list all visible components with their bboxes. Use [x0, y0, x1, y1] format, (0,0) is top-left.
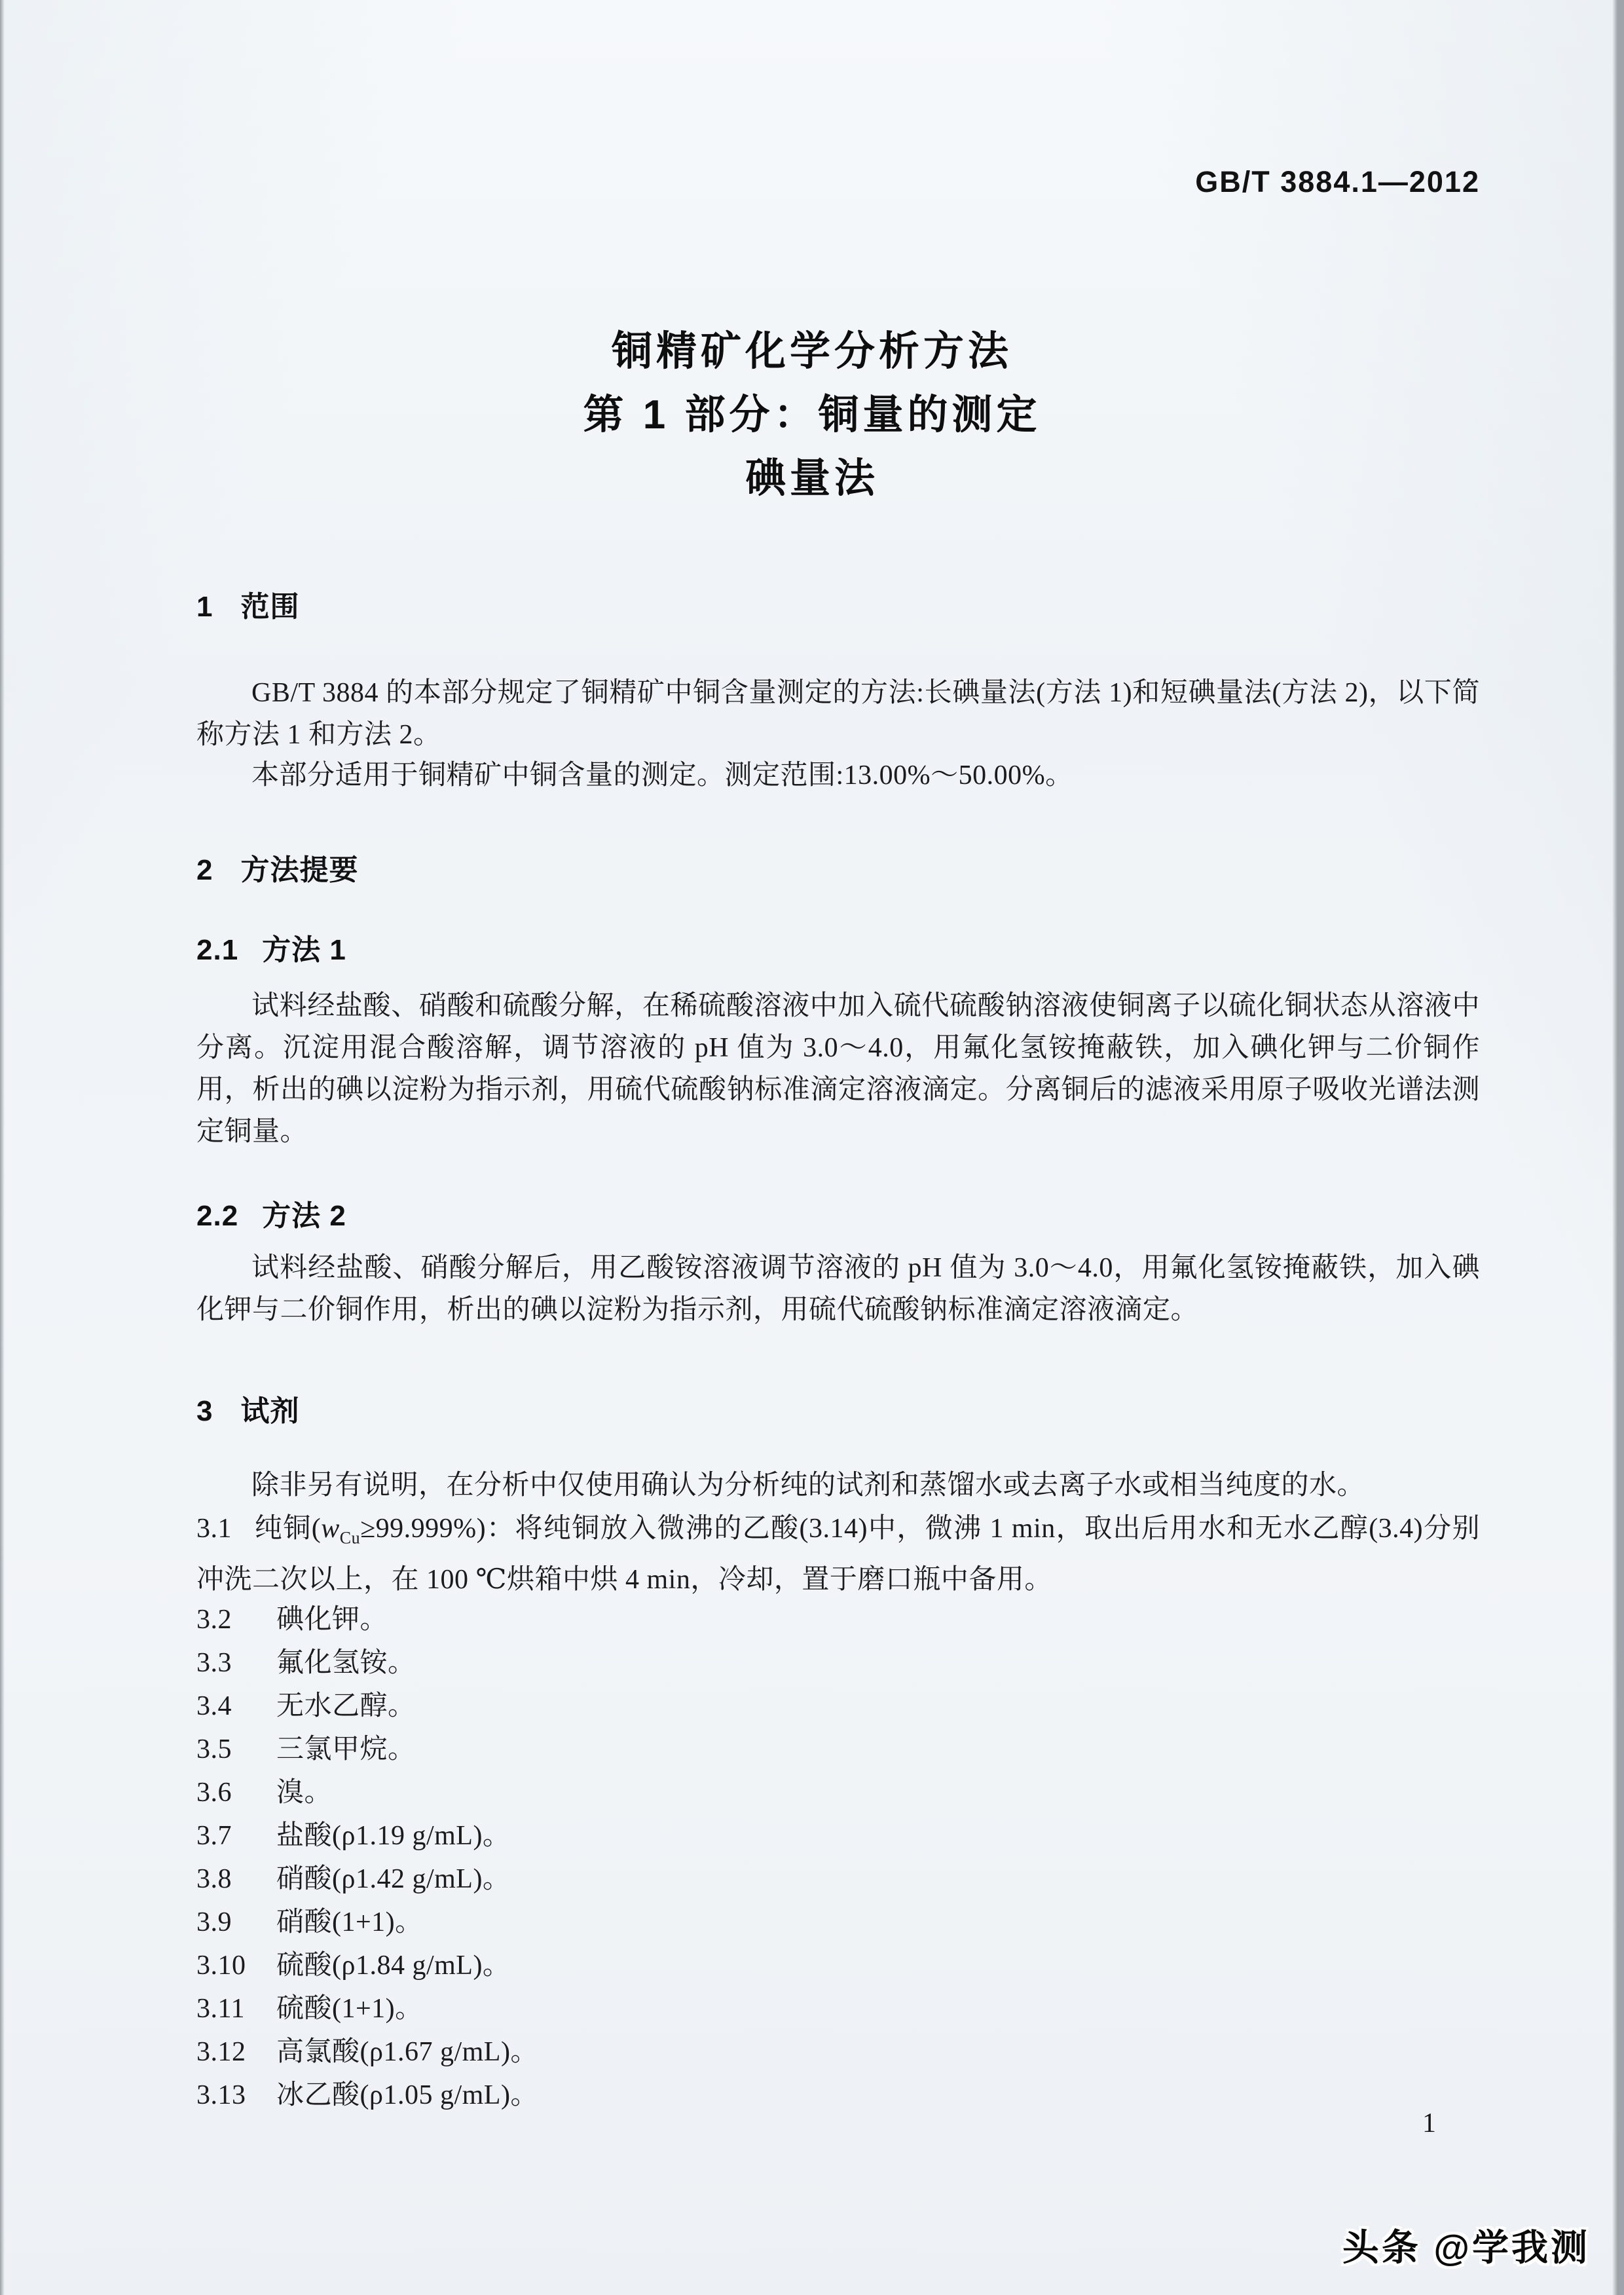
reagent-item-3-4 — [196, 1685, 1480, 1728]
scope-paragraph-1: GB/T 3884 的本部分规定了铜精矿中铜含量测定的方法:长碘量法(方法 1)和短碘量法(方法 2)，以下简称方法 1 和方法 2。 — [196, 678, 1480, 750]
reagent-number: 3.11 — [196, 1994, 245, 2024]
section-3-number: 3 — [196, 1395, 213, 1427]
reagent-item-3-11 — [196, 1987, 1480, 2030]
reagent-text: 盐酸(ρ1.19 g/mL)。 — [276, 1821, 511, 1851]
reagent-number: 3.7 — [196, 1821, 232, 1851]
reagent-number: 3.10 — [196, 1950, 246, 1981]
section-2-heading — [196, 846, 1480, 888]
section-2-number: 2 — [196, 854, 213, 886]
section-1-number: 1 — [196, 591, 213, 623]
reagent-number: 3.2 — [196, 1605, 232, 1635]
section-3-title: 试剂 — [240, 1395, 300, 1427]
reagent-item-3-13 — [196, 2074, 1480, 2117]
reagent-number: 3.5 — [196, 1734, 232, 1764]
title-line-3: 碘量法 — [745, 456, 879, 501]
reagent-text: 三氯甲烷。 — [276, 1734, 416, 1764]
reagent-number: 3.13 — [196, 2080, 246, 2110]
reagent-text: 高氯酸(ρ1.67 g/mL)。 — [276, 2037, 538, 2067]
method-1-paragraph: 试料经盐酸、硝酸和硫酸分解，在稀硫酸溶液中加入硫代硫酸钠溶液使铜离子以硫化铜状态从溶液中分离。沉淀用混合酸溶解，调节溶液的 pH 值为 3.0～4.0，用氟化氢铵掩蔽铁，加入碘化钾与二价铜作用，析出的碘以淀粉为指示剂，用硫代硫酸钠标准滴定溶液滴定。分离铜后的滤液采用原子吸收光谱法测定铜量。 — [196, 991, 1480, 1147]
title-line-2: 第 1 部分：铜量的测定 — [583, 392, 1041, 438]
reagent-item-3-3 — [196, 1641, 1480, 1685]
reagent-text: 硝酸(ρ1.42 g/mL)。 — [276, 1864, 511, 1894]
reagent-3-1-symbol: w — [321, 1514, 340, 1544]
reagent-text: 无水乙醇。 — [276, 1691, 416, 1721]
reagents-intro: 除非另有说明，在分析中仅使用确认为分析纯的试剂和蒸馏水或去离子水或相当纯度的水。 — [251, 1470, 1365, 1501]
reagent-item-3-6 — [196, 1771, 1480, 1814]
reagent-number: 3.6 — [196, 1778, 232, 1808]
reagent-3-1-text: ≥99.999%)：将纯铜放入微沸的乙酸(3.14)中，微沸 1 min，取出后用水和无水乙醇(3.4)分别冲洗二次以上，在 100 ℃烘箱中烘 4 min，冷却，置于磨口瓶中备用。 — [196, 1514, 1480, 1595]
reagent-number: 3.8 — [196, 1864, 232, 1894]
watermark: 头条 @学我测 — [1342, 2227, 1590, 2268]
reagent-text: 溴。 — [276, 1778, 333, 1808]
section-2-1-heading — [196, 926, 1480, 968]
reagent-number: 3.9 — [196, 1907, 232, 1937]
reagent-text: 冰乙酸(ρ1.05 g/mL)。 — [276, 2080, 538, 2110]
section-1-title: 范围 — [240, 591, 300, 623]
reagent-item-3-2 — [196, 1598, 1480, 1641]
reagent-text: 氟化氢铵。 — [276, 1648, 416, 1678]
reagent-text: 硝酸(1+1)。 — [276, 1907, 423, 1937]
reagent-3-1-pre: 纯铜( — [254, 1514, 322, 1544]
section-2-2-number: 2.2 — [196, 1200, 239, 1232]
page-number: 1 — [1422, 2108, 1436, 2138]
reagent-number: 3.4 — [196, 1691, 232, 1721]
reagent-3-1-subscript: Cu — [339, 1528, 361, 1548]
reagent-item-3-12 — [196, 2030, 1480, 2074]
reagent-3-1-number: 3.1 — [196, 1514, 232, 1544]
reagent-item-3-5 — [196, 1728, 1480, 1771]
section-2-2-title: 方法 2 — [262, 1200, 346, 1232]
standard-code: GB/T 3884.1—2012 — [1195, 165, 1480, 198]
reagent-text: 碘化钾。 — [276, 1605, 388, 1635]
reagent-list — [196, 1598, 1480, 2117]
reagent-number: 3.3 — [196, 1648, 232, 1678]
reagent-item-3-9 — [196, 1901, 1480, 1944]
section-2-1-title: 方法 1 — [262, 934, 346, 966]
section-2-1-number: 2.1 — [196, 934, 239, 966]
document-title — [0, 320, 1624, 510]
title-line-1: 铜精矿化学分析方法 — [611, 329, 1012, 374]
reagent-item-3-8 — [196, 1857, 1480, 1901]
reagent-number: 3.12 — [196, 2037, 246, 2067]
section-2-2-heading — [196, 1192, 1480, 1234]
reagent-text: 硫酸(1+1)。 — [276, 1994, 423, 2024]
section-3-heading — [196, 1387, 1480, 1429]
section-1-heading — [196, 583, 1480, 625]
section-2-title: 方法提要 — [240, 854, 359, 886]
reagent-item-3-1 — [196, 1508, 1480, 1601]
reagent-item-3-7 — [196, 1814, 1480, 1857]
reagent-item-3-10 — [196, 1944, 1480, 1987]
method-2-paragraph: 试料经盐酸、硝酸分解后，用乙酸铵溶液调节溶液的 pH 值为 3.0～4.0，用氟化氢铵掩蔽铁，加入碘化钾与二价铜作用，析出的碘以淀粉为指示剂，用硫代硫酸钠标准滴定溶液滴定。 — [196, 1253, 1480, 1325]
scope-paragraph-2: 本部分适用于铜精矿中铜含量的测定。测定范围:13.00%～50.00%。 — [251, 760, 1073, 791]
reagent-text: 硫酸(ρ1.84 g/mL)。 — [276, 1950, 511, 1981]
